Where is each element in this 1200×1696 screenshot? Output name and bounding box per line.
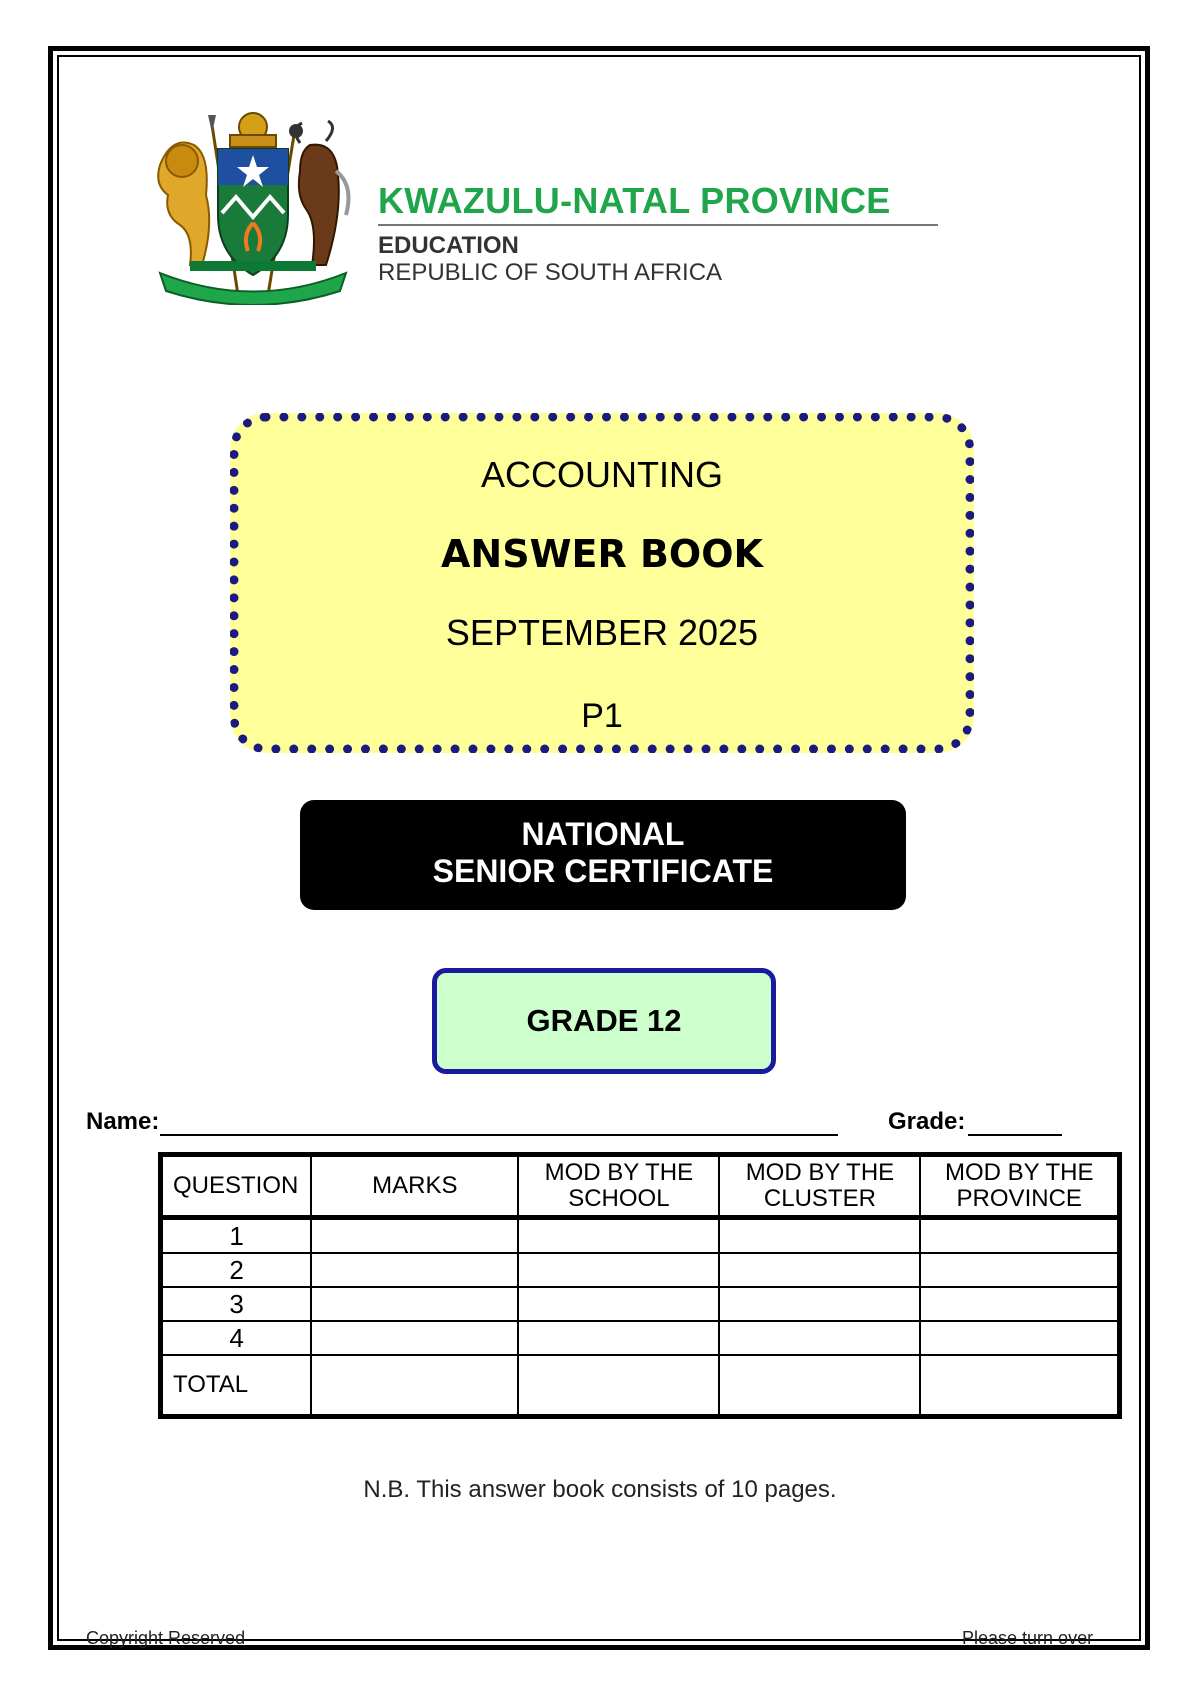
document-type: ANSWER BOOK bbox=[441, 532, 763, 576]
certificate-banner bbox=[300, 800, 906, 910]
turn-over-footer: Please turn over bbox=[962, 1628, 1094, 1648]
paper-number: P1 bbox=[581, 697, 623, 735]
mod-province-cell[interactable] bbox=[920, 1253, 1119, 1287]
header-divider bbox=[378, 224, 938, 226]
total-mod-school-cell[interactable] bbox=[518, 1355, 719, 1417]
department-name: EDUCATION bbox=[378, 232, 519, 259]
total-marks-cell[interactable] bbox=[311, 1355, 518, 1417]
page-count-note: N.B. This answer book consists of 10 pages. bbox=[363, 1476, 837, 1503]
coat-of-arms-icon bbox=[150, 105, 356, 305]
mod-cluster-cell[interactable] bbox=[719, 1321, 920, 1355]
table-total-row bbox=[161, 1355, 1120, 1417]
marks-cell[interactable] bbox=[311, 1287, 518, 1321]
table-header-row bbox=[161, 1155, 1120, 1218]
mod-school-cell[interactable] bbox=[518, 1218, 719, 1254]
grade-field[interactable] bbox=[968, 1134, 1062, 1136]
column-header-question: QUESTION bbox=[161, 1155, 312, 1218]
question-number: 1 bbox=[161, 1218, 312, 1254]
grade-label: Grade: bbox=[888, 1108, 966, 1135]
mod-province-cell[interactable] bbox=[920, 1218, 1119, 1254]
province-title: KWAZULU-NATAL PROVINCE bbox=[378, 180, 891, 221]
mod-province-cell[interactable] bbox=[920, 1321, 1119, 1355]
mod-cluster-cell[interactable] bbox=[719, 1287, 920, 1321]
grade-badge: GRADE 12 bbox=[432, 968, 776, 1074]
subject-name: ACCOUNTING bbox=[481, 454, 723, 495]
question-number: 3 bbox=[161, 1287, 312, 1321]
column-header-mod-school: MOD BY THE SCHOOL bbox=[518, 1155, 719, 1218]
column-header-mod-province: MOD BY THE PROVINCE bbox=[920, 1155, 1119, 1218]
mod-school-cell[interactable] bbox=[518, 1321, 719, 1355]
total-label: TOTAL bbox=[161, 1355, 312, 1417]
marks-cell[interactable] bbox=[311, 1218, 518, 1254]
marks-cell[interactable] bbox=[311, 1321, 518, 1355]
subject-box bbox=[230, 413, 974, 753]
country-name: REPUBLIC OF SOUTH AFRICA bbox=[378, 259, 723, 286]
exam-session: SEPTEMBER 2025 bbox=[445, 612, 759, 653]
mod-cluster-cell[interactable] bbox=[719, 1218, 920, 1254]
name-field[interactable] bbox=[160, 1134, 838, 1136]
mod-cluster-cell[interactable] bbox=[719, 1253, 920, 1287]
copyright-footer: Copyright Reserved bbox=[86, 1628, 246, 1648]
table-row bbox=[161, 1321, 1120, 1355]
column-header-marks: MARKS bbox=[311, 1155, 518, 1218]
total-mod-cluster-cell[interactable] bbox=[719, 1355, 920, 1417]
table-row bbox=[161, 1287, 1120, 1321]
marks-cell[interactable] bbox=[311, 1253, 518, 1287]
question-number: 2 bbox=[161, 1253, 312, 1287]
name-label: Name: bbox=[86, 1108, 160, 1135]
total-mod-province-cell[interactable] bbox=[920, 1355, 1119, 1417]
column-header-mod-cluster: MOD BY THE CLUSTER bbox=[719, 1155, 920, 1218]
question-number: 4 bbox=[161, 1321, 312, 1355]
table-row bbox=[161, 1218, 1120, 1254]
table-row bbox=[161, 1253, 1120, 1287]
certificate-line-1: NATIONAL bbox=[521, 816, 685, 852]
mod-province-cell[interactable] bbox=[920, 1287, 1119, 1321]
mod-school-cell[interactable] bbox=[518, 1253, 719, 1287]
marks-table bbox=[158, 1152, 1122, 1419]
certificate-line-2: SENIOR CERTIFICATE bbox=[432, 853, 774, 889]
mod-school-cell[interactable] bbox=[518, 1287, 719, 1321]
